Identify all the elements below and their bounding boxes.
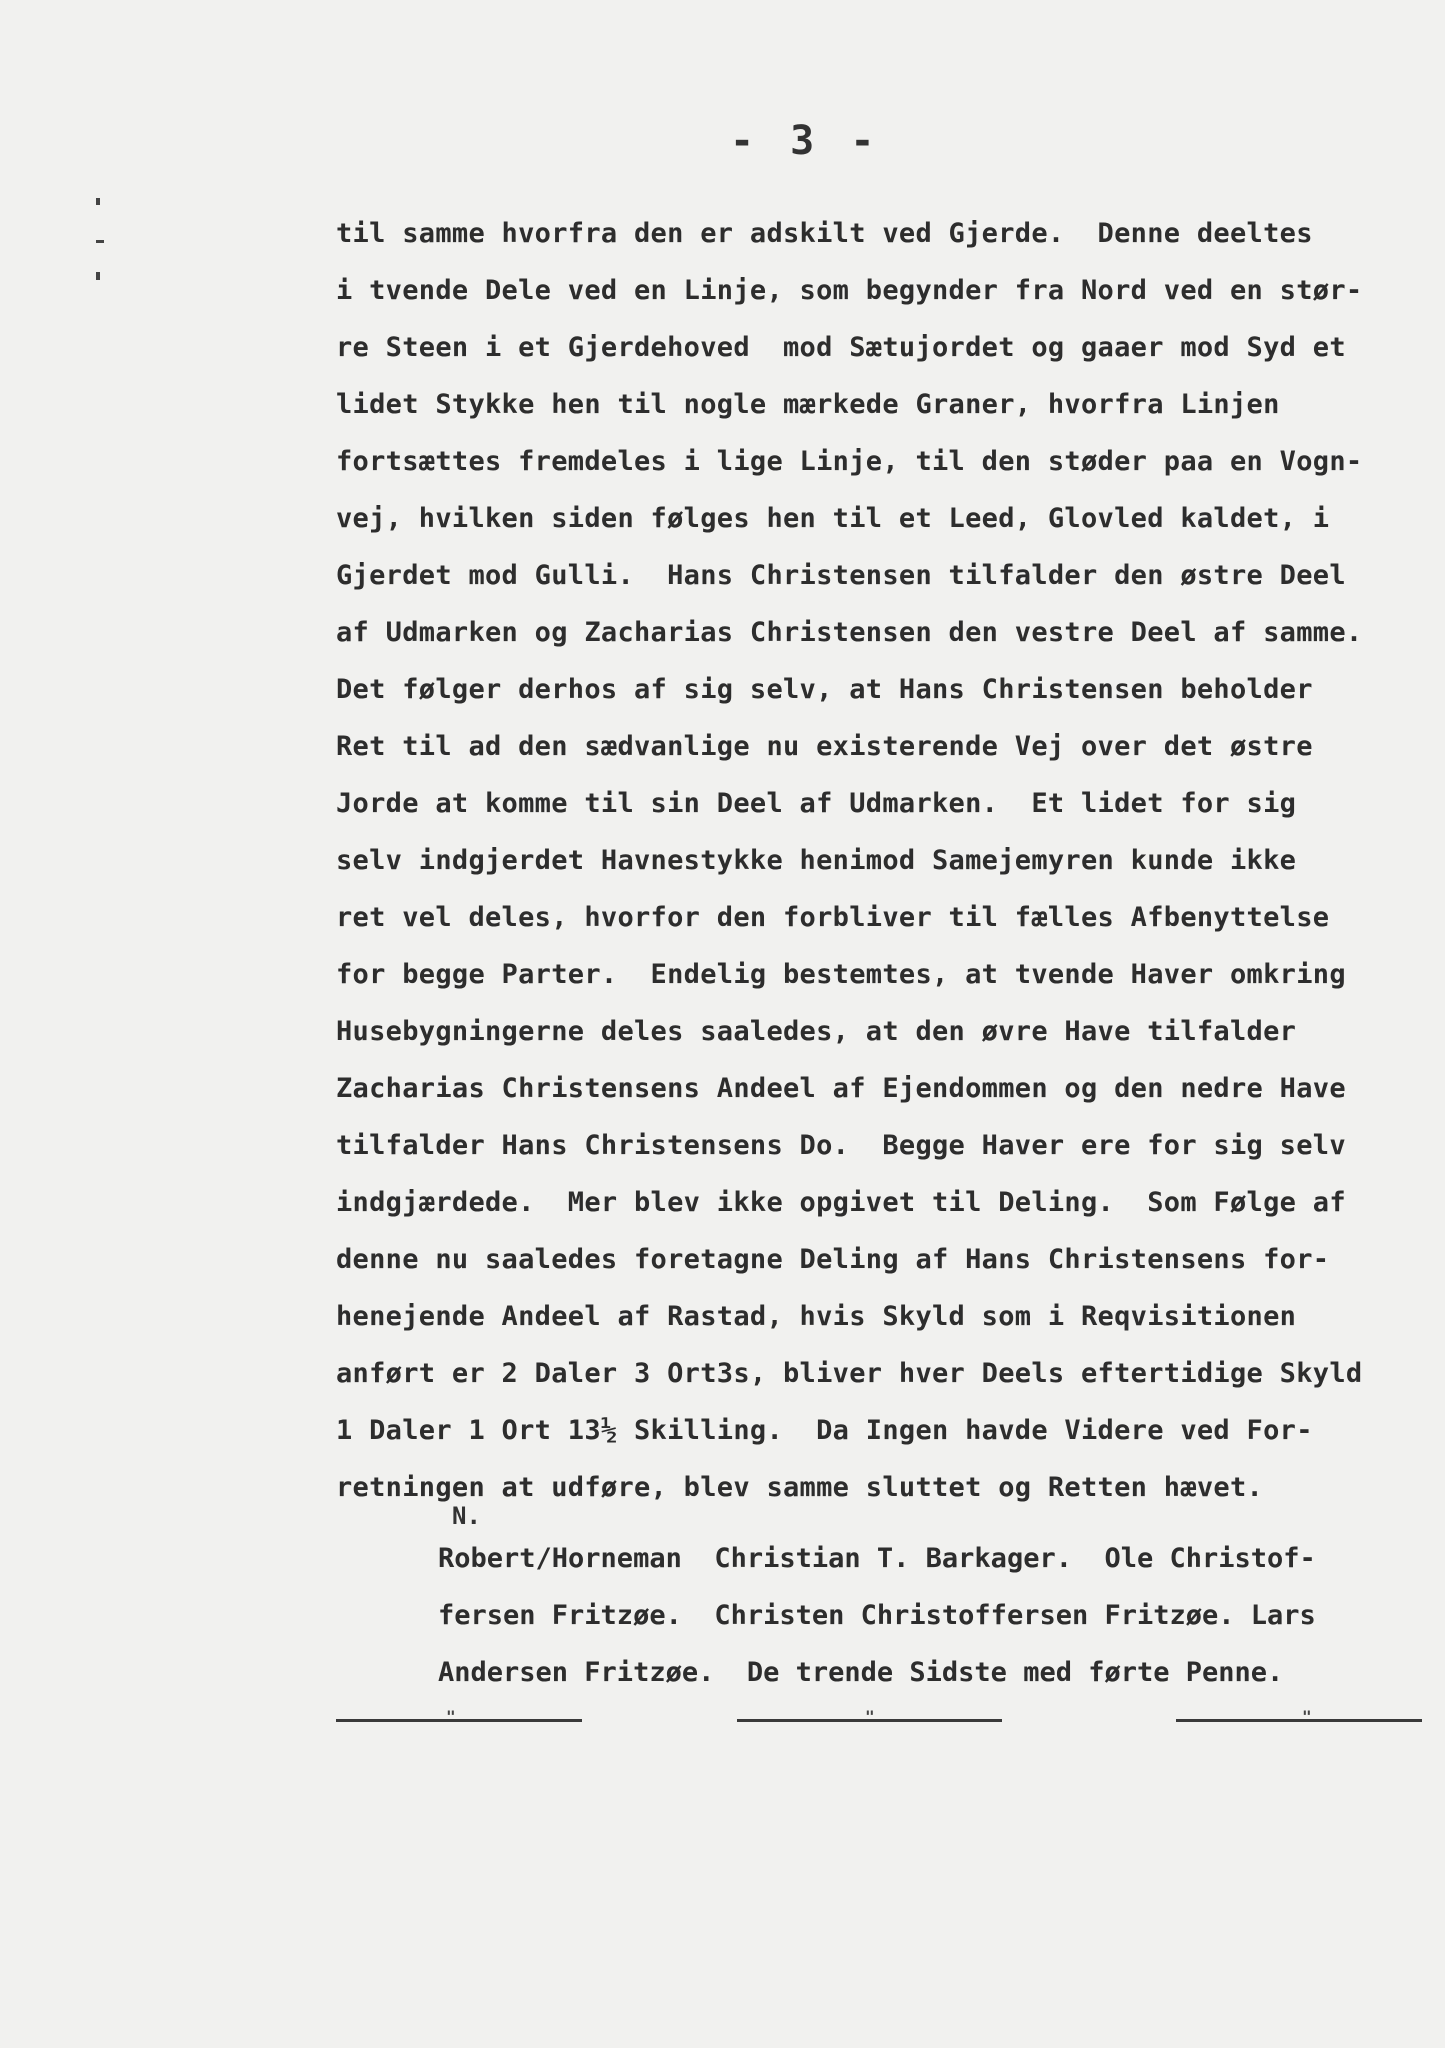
text-line: vej, hvilken siden følges hen til et Leed, Glovled kaldet, i (336, 503, 1330, 534)
text-line: Zacharias Christensens Andeel af Ejendommen og den nedre Have (336, 1073, 1346, 1104)
text-line: af Udmarken og Zacharias Christensen den vestre Deel af samme. (336, 617, 1363, 648)
text-line: lidet Stykke hen til nogle mærkede Graner, hvorfra Linjen (336, 389, 1280, 420)
margin-mark (96, 240, 104, 243)
signature-line: Robert/Horneman Christian T. Barkager. Ole Christof- (438, 1543, 1316, 1574)
rule-mark: " (865, 1707, 875, 1726)
text-line: ret vel deles, hvorfor den forbliver til fælles Afbenyttelse (336, 902, 1330, 933)
text-line: retningen at udføre, blev samme sluttet og Retten hævet. (336, 1472, 1264, 1503)
text-line: re Steen i et Gjerdehoved mod Sætujordet og gaaer mod Syd et (336, 332, 1346, 363)
text-line: henejende Andeel af Rastad, hvis Skyld som i Reqvisitionen (336, 1301, 1297, 1332)
text-line: tilfalder Hans Christensens Do. Begge Haver ere for sig selv (336, 1130, 1346, 1161)
text-line: selv indgjerdet Havnestykke henimod Samejemyren kunde ikke (336, 845, 1297, 876)
text-line: fortsættes fremdeles i lige Linje, til den støder paa en Vogn- (336, 446, 1363, 477)
closing-rule-right (1176, 1707, 1422, 1726)
text-line: 1 Daler 1 Ort 13½ Skilling. Da Ingen havde Videre ved For- (336, 1415, 1313, 1446)
signature-line: fersen Fritzøe. Christen Christoffersen Fritzøe. Lars (438, 1600, 1316, 1631)
margin-mark (96, 198, 100, 205)
rule-mark: " (446, 1707, 456, 1726)
text-line: Jorde at komme til sin Deel af Udmarken. Et lidet for sig (336, 788, 1297, 819)
text-line: anført er 2 Daler 3 Ort3s, bliver hver Deels eftertidige Skyld (336, 1358, 1363, 1389)
closing-rule-center (737, 1707, 1002, 1726)
closing-rule-left (336, 1707, 582, 1726)
signature-block (438, 1530, 1316, 1701)
text-line: for begge Parter. Endelig bestemtes, at tvende Haver omkring (336, 959, 1346, 990)
text-line: denne nu saaledes foretagne Deling af Hans Christensens for- (336, 1244, 1330, 1275)
text-line: Ret til ad den sædvanlige nu existerende Vej over det østre (336, 731, 1313, 762)
signature-line: Andersen Fritzøe. De trende Sidste med førte Penne. (438, 1657, 1284, 1688)
insertion-mark: N. (452, 1502, 481, 1530)
text-line: Gjerdet mod Gulli. Hans Christensen tilfalder den østre Deel (336, 560, 1346, 591)
text-line: Husebygningerne deles saaledes, at den øvre Have tilfalder (336, 1016, 1297, 1047)
page-number: - 3 - (730, 118, 881, 164)
text-line: indgjærdede. Mer blev ikke opgivet til Deling. Som Følge af (336, 1187, 1346, 1218)
text-line: Det følger derhos af sig selv, at Hans Christensen beholder (336, 674, 1313, 705)
document-body (336, 205, 1421, 1516)
rule-mark: " (1302, 1707, 1312, 1726)
margin-mark (96, 272, 100, 280)
text-line: i tvende Dele ved en Linje, som begynder fra Nord ved en stør- (336, 275, 1363, 306)
text-line: til samme hvorfra den er adskilt ved Gjerde. Denne deeltes (336, 218, 1313, 249)
